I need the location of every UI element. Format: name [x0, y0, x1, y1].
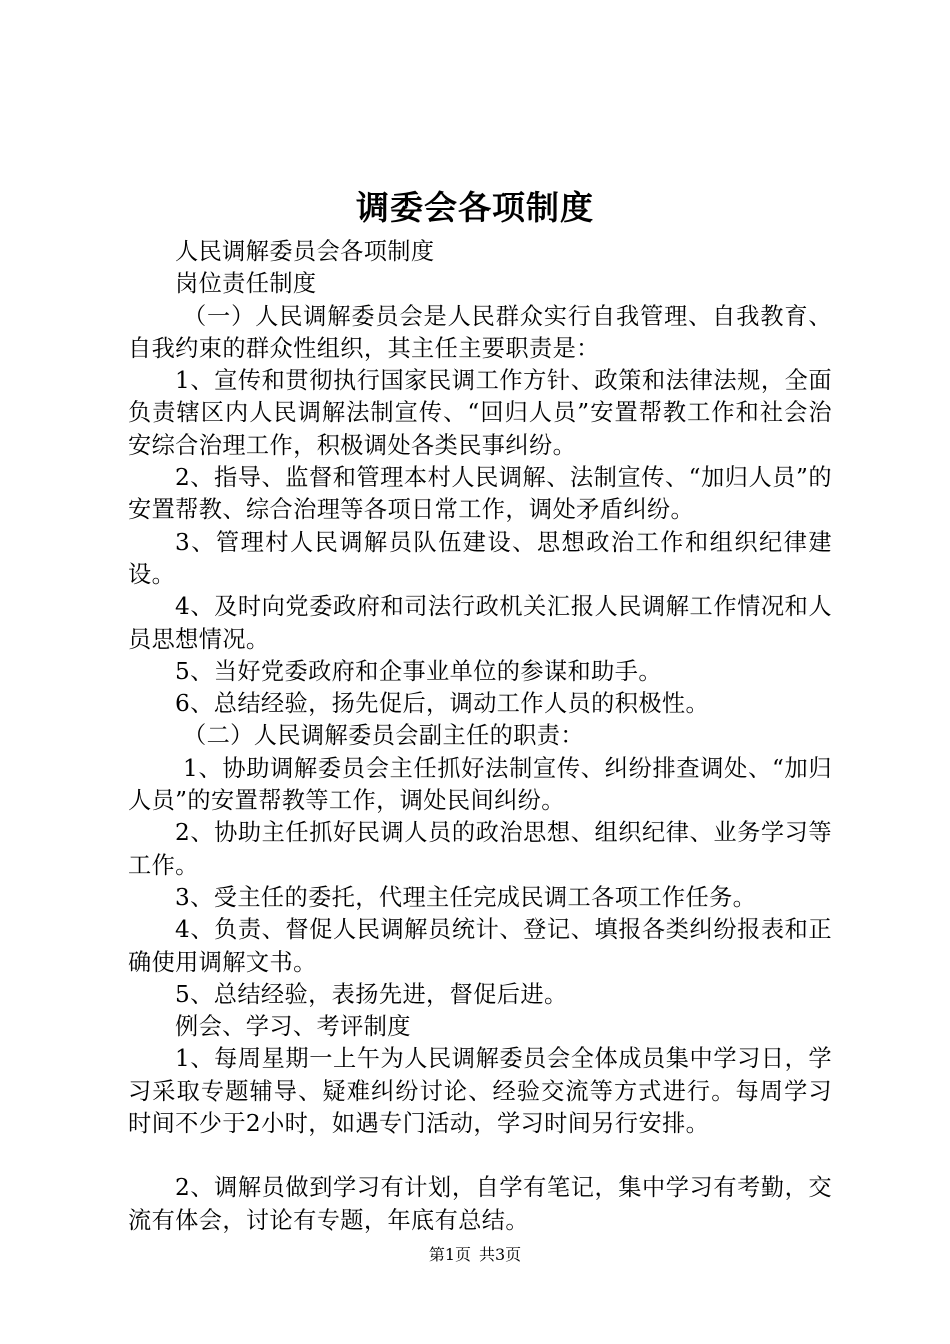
paragraph: 5、当好党委政府和企事业单位的参谋和助手。: [175, 657, 662, 685]
paragraph: 3、受主任的委托，代理主任完成民调工各项工作任务。: [175, 883, 757, 911]
paragraph: 6、总结经验，扬先促后，调动工作人员的积极性。: [175, 690, 710, 718]
paragraph: 4、负责、督促人民调解员统计、登记、填报各类纠纷报表和正确使用调解文书。: [128, 916, 832, 976]
paragraph: 2、协助主任抓好民调人员的政治思想、组织纪律、业务学习等工作。: [128, 819, 832, 879]
paragraph: （一）人民调解委员会是人民群众实行自我管理、自我教育、自我约束的群众性组织，其主任主要职责是：: [128, 302, 832, 362]
paragraph: 岗位责任制度: [175, 270, 317, 298]
paragraph: 4、及时向党委政府和司法行政机关汇报人民调解工作情况和人员思想情况。: [128, 593, 832, 653]
paragraph: 1、每周星期一上午为人民调解委员会全体成员集中学习日，学习采取专题辅导、疑难纠纷讨论、经验交流等方式进行。每周学习时间不少于2小时，如遇专门活动，学习时间另行安排。: [128, 1045, 832, 1138]
paragraph: 1、协助调解委员会主任抓好法制宣传、纠纷排查调处、“加归人员”的安置帮教等工作，调处民间纠纷。: [128, 754, 832, 815]
page-number: 第1页: [428, 1245, 471, 1264]
paragraph: 3、管理村人民调解员队伍建设、思想政治工作和组织纪律建设。: [128, 528, 832, 588]
page-total: 共3页: [479, 1245, 522, 1264]
document-title: 调委会各项制度: [356, 188, 594, 227]
paragraph: 人民调解委员会各项制度: [175, 238, 435, 265]
paragraph: 2、调解员做到学习有计划，自学有笔记，集中学习有考勤，交流有体会，讨论有专题，年底有总结。: [128, 1174, 832, 1234]
paragraph: （二）人民调解委员会副主任的职责：: [183, 722, 584, 750]
paragraph: 5、总结经验，表扬先进，督促后进。: [175, 980, 568, 1008]
paragraph: 1、宣传和贯彻执行国家民调工作方针、政策和法律法规，全面负责辖区内人民调解法制宣传、“回归人员”安置帮教工作和社会治安综合治理工作，积极调处各类民事纠纷。: [128, 367, 832, 459]
paragraph: 2、指导、监督和管理本村人民调解、法制宣传、“加归人员”的安置帮教、综合治理等各项日常工作，调处矛盾纠纷。: [128, 464, 832, 524]
paragraph: 例会、学习、考评制度: [175, 1013, 411, 1041]
document-body: [128, 236, 832, 1237]
page-footer: [0, 1243, 950, 1267]
